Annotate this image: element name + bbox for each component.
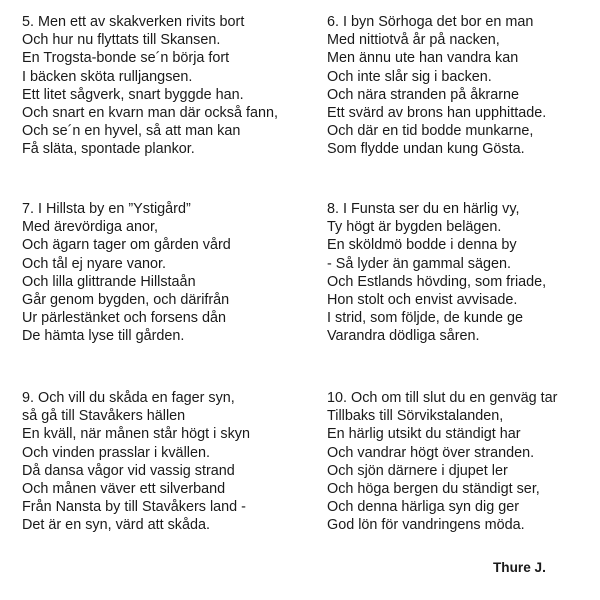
stanza-line: Och månen väver ett silverband	[22, 480, 226, 497]
stanza-line: Ett litet sågverk, snart byggde han.	[22, 86, 244, 103]
stanza-line: Och vinden prasslar i kvällen.	[22, 444, 210, 461]
stanza-8	[327, 200, 546, 346]
stanza-line: Från Nansta by till Stavåkers land -	[22, 499, 246, 516]
stanza-line: Ur pärlestänket och forsens dån	[22, 310, 226, 327]
stanza-line: Det är en syn, värd att skåda.	[22, 517, 210, 534]
stanza-line: Och hur nu flyttats till Skansen.	[22, 32, 221, 49]
stanza-line: Ett svärd av brons han upphittade.	[327, 104, 547, 121]
stanza-line: Ty högt är bygden belägen.	[327, 219, 502, 236]
stanza-line: Tillbaks till Sörvikstalanden,	[327, 408, 504, 425]
stanza-line: Men ännu ute han vandra kan	[327, 50, 519, 67]
stanza-9	[22, 389, 250, 535]
stanza-5	[22, 13, 278, 159]
stanza-line: I bäcken sköta rulljangsen.	[22, 68, 193, 85]
stanza-line: Och ägarn tager om gården vård	[22, 237, 231, 254]
stanza-line: De hämta lyse till gården.	[22, 328, 185, 345]
stanza-line: - Så lyder än gammal sägen.	[327, 255, 511, 272]
stanza-line: Och vandrar högt över stranden.	[327, 444, 535, 461]
stanza-7	[22, 200, 231, 346]
stanza-line: Och denna härliga syn dig ger	[327, 499, 519, 516]
stanza-line: Och lilla glittrande Hillstaån	[22, 273, 196, 290]
stanza-line: En kväll, när månen står högt i skyn	[22, 426, 250, 443]
stanza-line: Och höga bergen du ständigt ser,	[327, 480, 540, 497]
stanza-10	[327, 389, 557, 535]
stanza-line: En sköldmö bodde i denna by	[327, 237, 517, 254]
stanza-line: Med ärevördiga anor,	[22, 219, 158, 236]
stanza-line: så gå till Stavåkers hällen	[22, 408, 186, 425]
stanza-line: God lön för vandringens möda.	[327, 517, 525, 534]
stanza-line: Få släta, spontade plankor.	[22, 141, 195, 158]
stanza-line: 9. Och vill du skåda en fager syn,	[22, 390, 235, 406]
stanza-line: Som flydde undan kung Gösta.	[327, 141, 525, 158]
stanza-line: Och nära stranden på åkrarne	[327, 86, 519, 103]
stanza-line: En Trogsta-bonde se´n börja fort	[22, 50, 230, 67]
stanza-line: I strid, som följde, de kunde ge	[327, 310, 523, 327]
stanza-line: 5. Men ett av skakverken rivits bort	[22, 14, 245, 30]
stanza-line: Och sjön därnere i djupet ler	[327, 462, 508, 479]
stanza-line: En härlig utsikt du ständigt har	[327, 426, 521, 443]
stanza-line: Och Estlands hövding, som friade,	[327, 273, 547, 290]
stanza-line: Med nittiotvå år på nacken,	[327, 32, 500, 49]
stanza-line: Och se´n en hyvel, så att man kan	[22, 123, 241, 140]
stanza-line: Och snart en kvarn man där också fann,	[22, 104, 278, 121]
stanza-line: Då dansa vågor vid vassig strand	[22, 462, 235, 479]
stanza-line: 6. I byn Sörhoga det bor en man	[327, 14, 534, 30]
stanza-line: Och inte slår sig i backen.	[327, 68, 492, 85]
stanza-line: Och där en tid bodde munkarne,	[327, 123, 534, 140]
stanza-line: 8. I Funsta ser du en härlig vy,	[327, 201, 520, 217]
stanza-line: Och tål ej nyare vanor.	[22, 255, 166, 272]
stanza-line: 10. Och om till slut du en genväg tar	[327, 390, 558, 406]
stanza-line: Går genom bygden, och därifrån	[22, 291, 230, 308]
stanza-line: Hon stolt och envist avvisade.	[327, 291, 518, 308]
stanza-line: Varandra dödliga såren.	[327, 328, 480, 345]
stanza-line: 7. I Hillsta by en ”Ystigård”	[22, 201, 191, 217]
author-signature: Thure J.	[493, 560, 546, 575]
stanza-6	[327, 13, 546, 159]
